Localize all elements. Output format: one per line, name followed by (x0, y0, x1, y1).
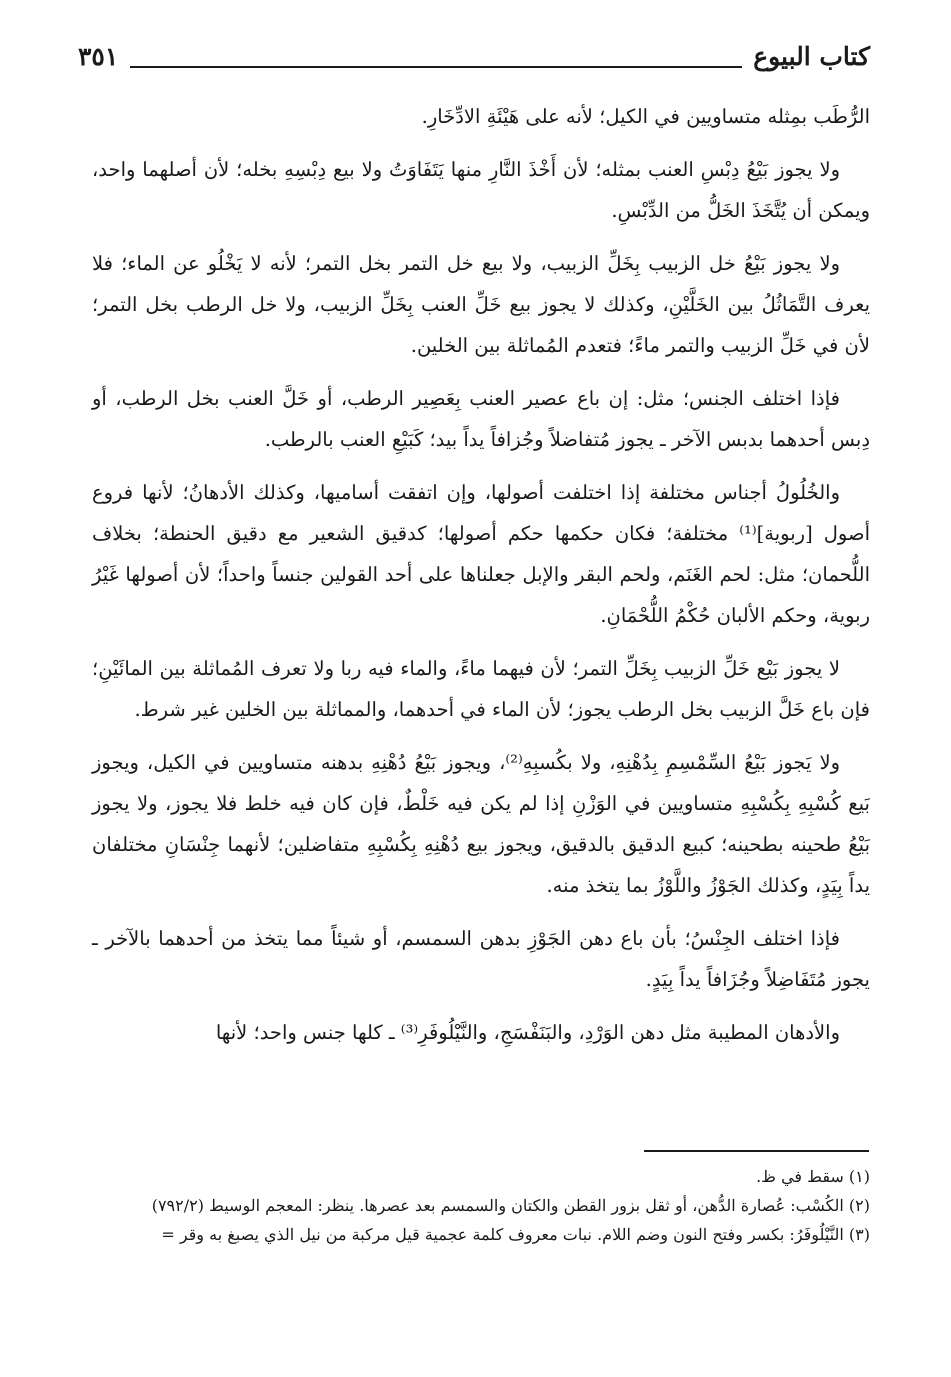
paragraph: والأدهان المطيبة مثل دهن الوَرْدِ، والبَنَفْسَجِ، والنَّيْلُوفَرِ⁽³⁾ ـ كلها جنس واحد؛ لأنها (215, 1021, 840, 1044)
running-header (78, 42, 870, 86)
page-number: ٣٥١ (78, 42, 119, 71)
footnotes (92, 1162, 870, 1249)
footnote-separator (644, 1150, 869, 1152)
footnote: (٢) الكُسْب: عُصارة الدُّهن، أو ثقل بزور القطن والكتان والسمسم بعد عصرها. ينظر: المعجم الوسيط (٧٩٢/٢) (151, 1196, 870, 1215)
book-title: كتاب البيوع (753, 42, 870, 71)
header-rule (130, 66, 742, 68)
main-text (92, 96, 870, 1065)
paragraph: ولا يَجوز بَيْعُ السِّمْسِمِ بِدُهْنِهِ، ولا بكُسبِهِ⁽²⁾، ويجوز بَيْعُ دُهْنِهِ بدهنه متساويين في الكيل، ويجوز بَيع كُسْبِهِ بِكُسْبِهِ متساويين في الوَزْنِ إذا لم يكن فيه خَلْطٌ، فإن كان فيه خلط فلا يجوز، ولا يجوز بَيْعُ طحينه بطحينه؛ كبيع الدقيق بالدقيق، ويجوز بيع دُهْنِهِ بِكُسْبِهِ متفاضلين؛ لأنهما جِنْسَانِ مختلفان يداً بِيَدٍ، وكذلك الجَوْزُ واللَّوْزُ بما يتخذ منه. (92, 751, 870, 897)
paragraph: ولا يجوز بَيْعُ دِبْسِ العنب بمثله؛ لأن أَخْذَ النَّارِ منها يَتَفَاوَتُ ولا بيع دِبْسِهِ بخله؛ لأن أصلهما واحد، ويمكن أن يُتَّخَذَ الخَلُّ من الدِّبْسِ. (92, 158, 870, 222)
paragraph: ولا يجوز بَيْعُ خل الزبيب بِخَلِّ الزبيب، ولا بيع خل التمر بخل التمر؛ لأنه لا يَخْلُو عن الماء؛ فلا يعرف التَّمَاثُلُ بين الخَلَّيْنِ، وكذلك لا يجوز بيع خَلِّ العنب بِخَلِّ الزبيب، ولا خل الرطب بخل التمر؛ لأن في خَلِّ الزبيب والتمر ماءً؛ فتعدم المُماثلة بين الخلين. (92, 252, 870, 357)
paragraph: لا يجوز بَيْع خَلِّ الزبيب بِخَلِّ التمر؛ لأن فيهما ماءً، والماء فيه ربا ولا تعرف المُماثلة بين المائَيْنِ؛ فإن باع خَلَّ الزبيب بخل الرطب يجوز؛ لأن الماء في أحدهما، والمماثلة بين الخلين غير شرط. (92, 657, 870, 721)
paragraph: الرُّطَب بمِثله متساويين في الكيل؛ لأنه على هَيْئَةِ الادِّخَارِ. (421, 105, 870, 128)
paragraph: فإذا اختلف الجِنْسُ؛ بأن باع دهن الجَوْزِ بدهن السمسم، أو شيئاً مما يتخذ من أحدهما بالآخر ـ يجوز مُتَفَاضِلاً وجُزَافاً يداً بِيَدٍ. (92, 927, 870, 991)
footnote: (٣) النَّيْلُوفَرُ: بكسر وفتح النون وضم اللام. نبات معروف كلمة عجمية قيل مركبة من نيل الذي يصبغ به وقر = (161, 1225, 870, 1244)
paragraph: فإذا اختلف الجنس؛ مثل: إن باع عصير العنب بِعَصِير الرطب، أو خَلَّ العنب بخل الرطب، أو دِبس أحدهما بدبس الآخر ـ يجوز مُتفاضلاً وجُزافاً يداً بيد؛ كَبَيْعِ العنب بالرطب. (92, 387, 870, 451)
footnote: (١) سقط في ظ. (756, 1167, 870, 1186)
paragraph: والخُلُولُ أجناس مختلفة إذا اختلفت أصولها، وإن اتفقت أساميها، وكذلك الأدهانُ؛ لأنها فروع أصول [ربوية]⁽¹⁾ مختلفة؛ فكان حكمها حكم أصولها؛ كدقيق الشعير مع دقيق الحنطة؛ بخلاف اللُّحمان؛ مثل: لحم الغَنَم، ولحم البقر والإبل جعلناها على أحد القولين جنساً واحداً؛ لأن أصولها غَيْرُ ربوية، وحكم الألبان حُكْمُ اللُّحْمَانِ. (92, 481, 870, 627)
